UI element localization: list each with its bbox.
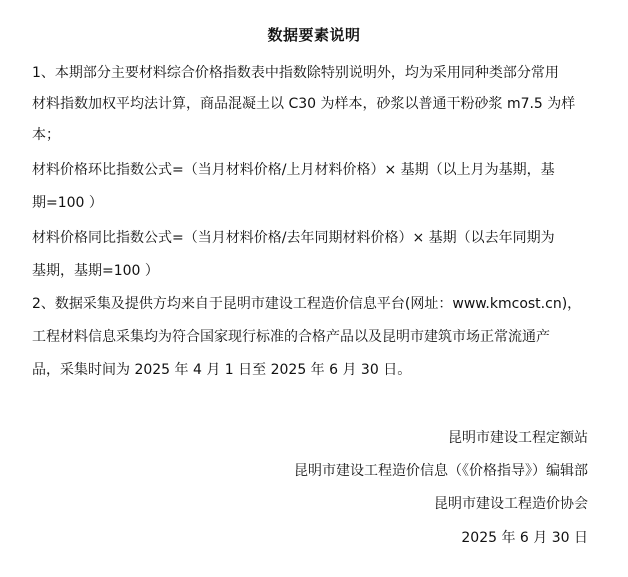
signature-quota-station: 昆明市建设工程定额站: [448, 430, 588, 446]
signature-editorial-department: 昆明市建设工程造价信息（《价格指导》）编辑部: [294, 463, 588, 479]
paragraph-line-5: 期=100 ）: [32, 195, 103, 211]
paragraph-line-1: 1、本期部分主要材料综合价格指数表中指数除特别说明外，均为采用同种类部分常用: [32, 65, 559, 81]
document-title: 数据要素说明: [267, 26, 361, 44]
signature-date: 2025 年 6 月 30 日: [461, 530, 588, 546]
paragraph-line-8: 2、数据采集及提供方均来自于昆明市建设工程造价信息平台(网址：www.kmcost.cn)，: [32, 296, 582, 312]
signature-cost-association: 昆明市建设工程造价协会: [434, 496, 588, 512]
paragraph-line-3: 本；: [32, 127, 60, 143]
paragraph-line-10: 品，采集时间为 2025 年 4 月 1 日至 2025 年 6 月 30 日。: [32, 362, 412, 378]
paragraph-line-2: 材料指数加权平均法计算，商品混凝土以 C30 为样本，砂浆以普通干粉砂浆 m7.5 为样: [32, 96, 576, 112]
paragraph-line-6: 材料价格同比指数公式=（当月材料价格/去年同期材料价格）× 基期（以去年同期为: [32, 230, 555, 246]
paragraph-line-4: 材料价格环比指数公式=（当月材料价格/上月材料价格）× 基期（以上月为基期，基: [32, 162, 555, 178]
paragraph-line-7: 基期，基期=100 ）: [32, 263, 159, 279]
paragraph-line-9: 工程材料信息采集均为符合国家现行标准的合格产品以及昆明市建筑市场正常流通产: [32, 329, 550, 345]
